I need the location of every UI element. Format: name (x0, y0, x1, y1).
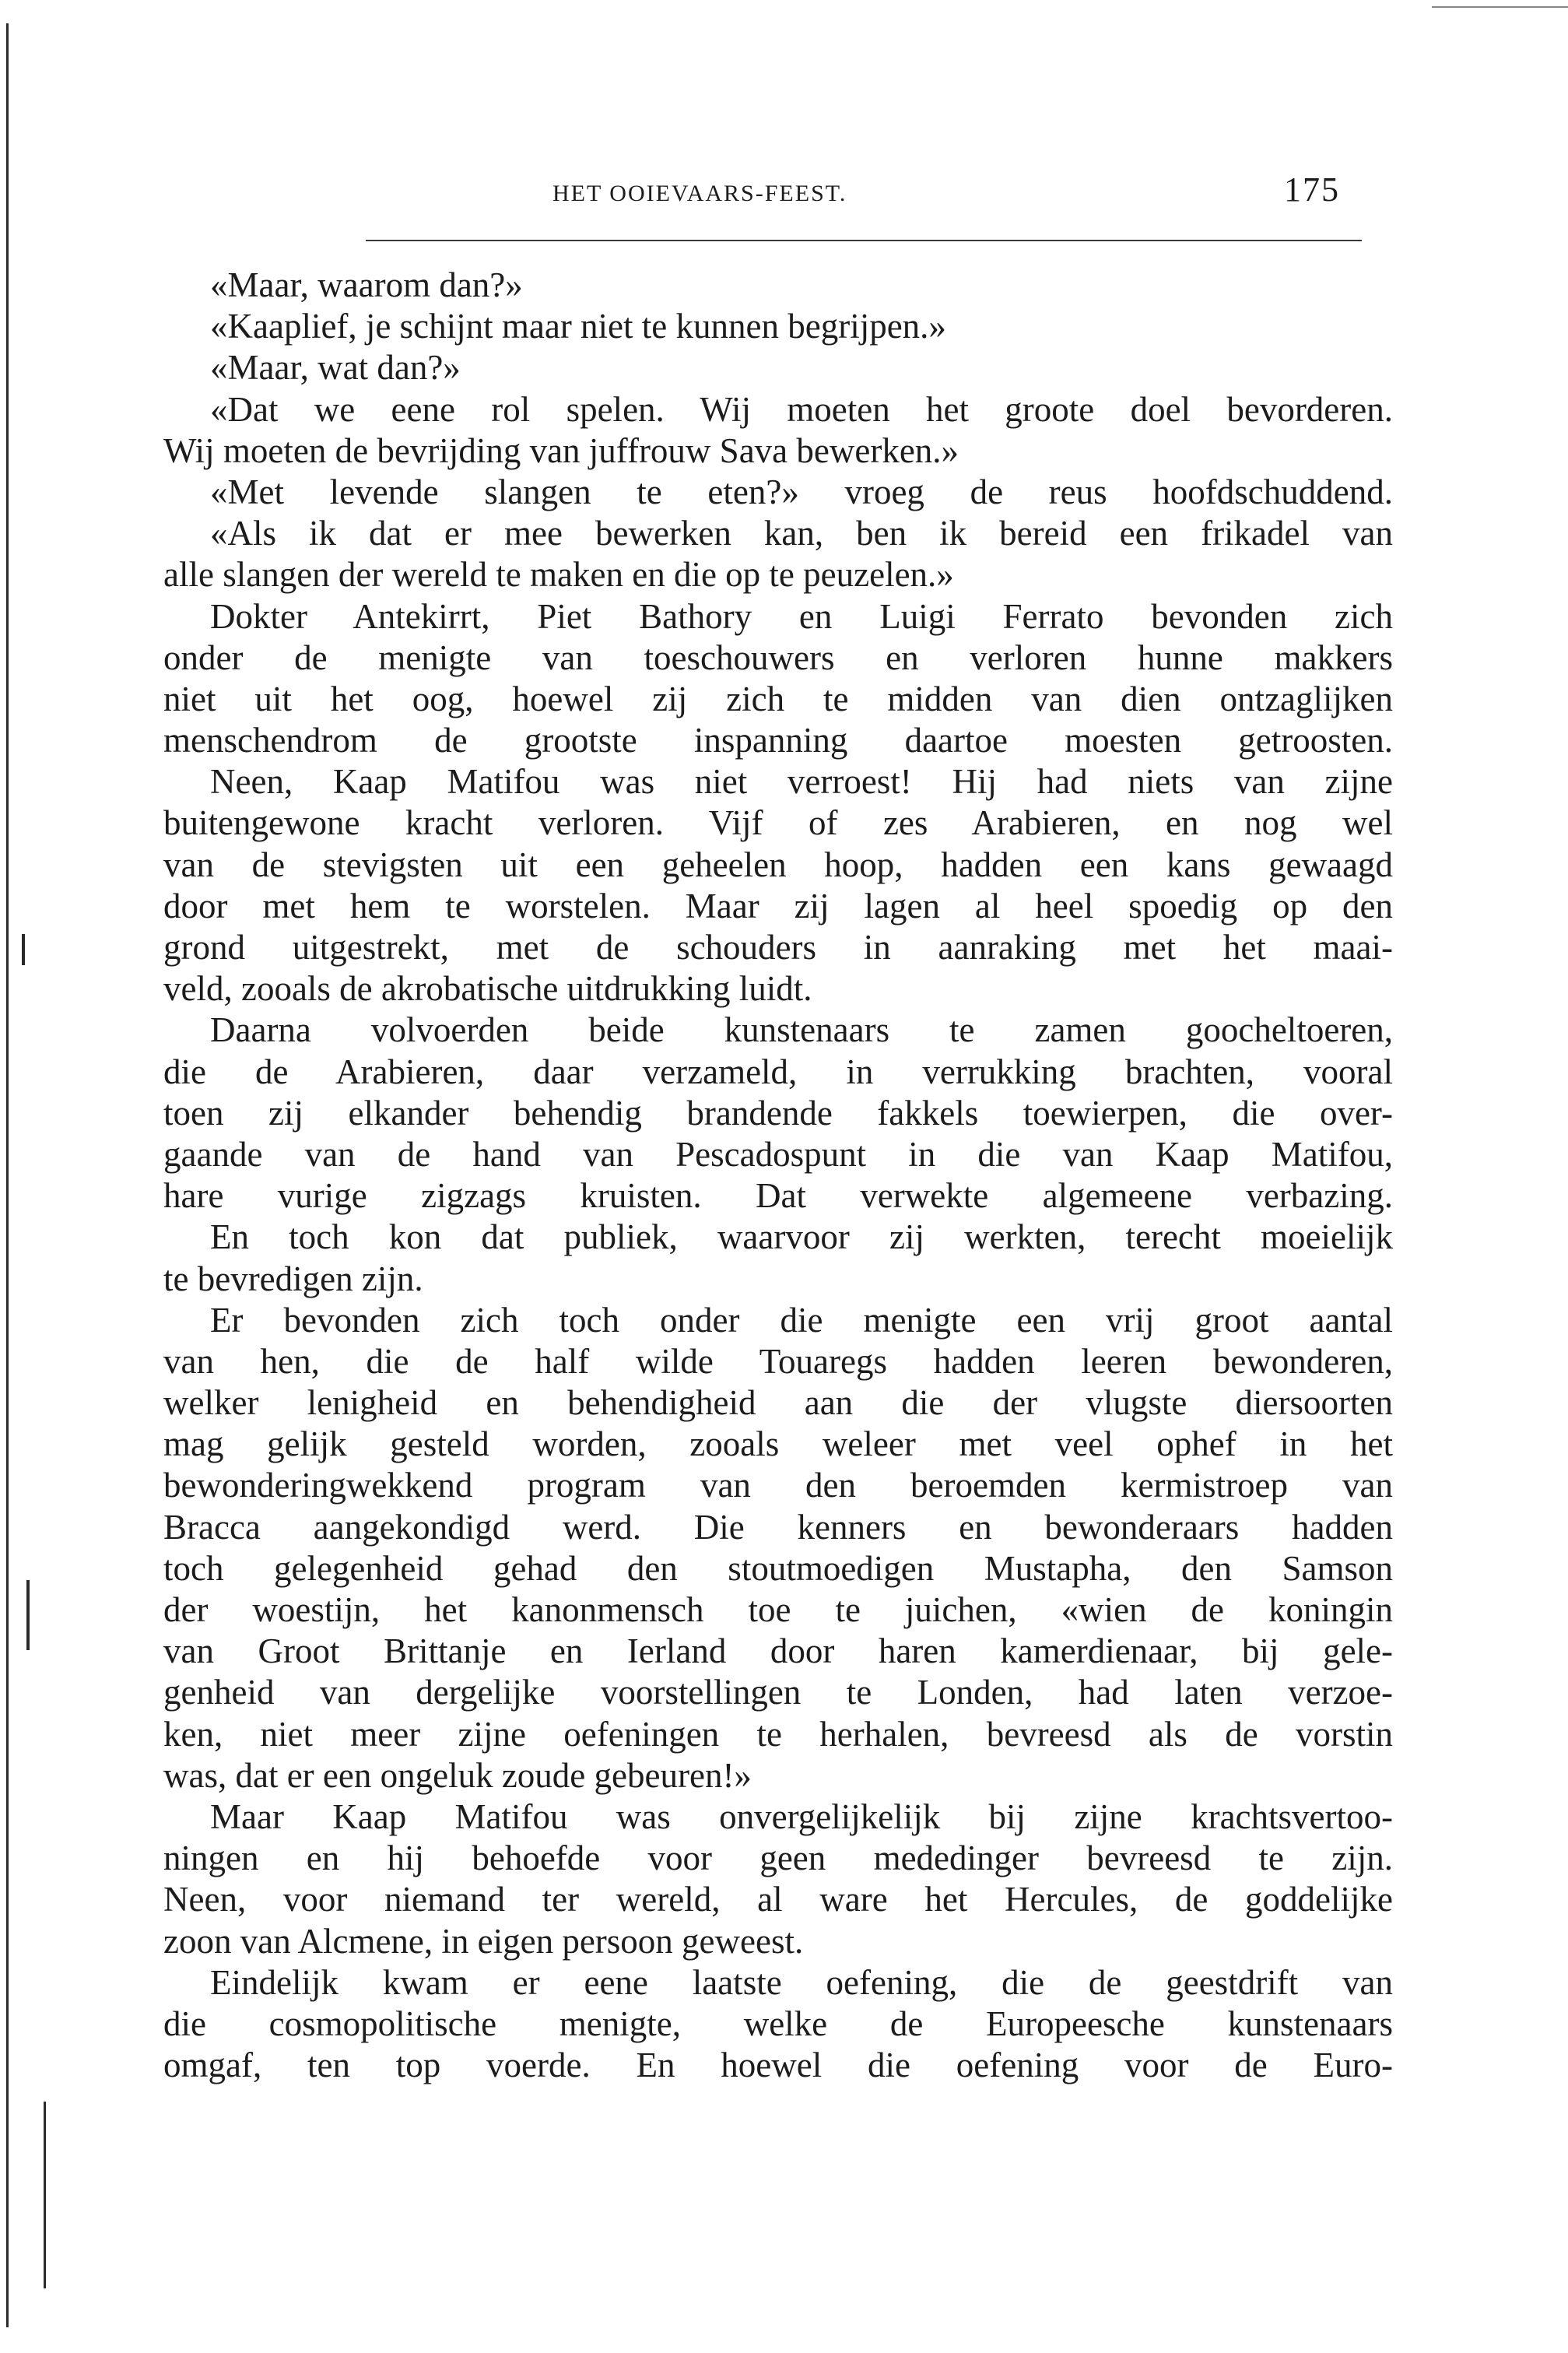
text-line: toch gelegenheid gehad den stoutmoedigen Mustapha, den Samson (163, 1548, 1393, 1588)
text-line: genheid van dergelijke voorstellingen te Londen, had laten verzoe- (163, 1673, 1393, 1712)
text-line: Maar Kaap Matifou was onvergelijkelijk bij zijne krachtsvertoo- (210, 1796, 1393, 1836)
text-line: te bevredigen zijn. (163, 1259, 423, 1298)
text-line: niet uit het oog, hoewel zij zich te midden van dien ontzaglijken (163, 679, 1393, 718)
text-line: grond uitgestrekt, met de schouders in aanraking met het maai- (163, 928, 1393, 967)
text-line: Neen, Kaap Matifou was niet verroest! Hij had niets van zijne (210, 762, 1393, 802)
page-header (210, 170, 1362, 224)
text-line: alle slangen der wereld te maken en die op te peuzelen.» (163, 555, 954, 595)
header-rule (366, 240, 1362, 241)
text-line: ningen en hij behoefde voor geen mededinger bevreesd te zijn. (163, 1839, 1393, 1878)
text-line: bewonderingwekkend program van den beroemden kermistroep van (163, 1466, 1393, 1505)
text-line: «Maar, waarom dan?» (210, 265, 523, 304)
text-line: Bracca aangekondigd werd. Die kenners en bewonderaars hadden (163, 1507, 1393, 1547)
text-line: door met hem te worstelen. Maar zij lagen al heel spoedig op den (163, 886, 1393, 925)
text-line: «Dat we eene rol spelen. Wij moeten het groote doel bevorderen. (210, 389, 1393, 429)
text-line: die de Arabieren, daar verzameld, in verrukking brachten, vooral (163, 1052, 1393, 1091)
text-line: van hen, die de half wilde Touaregs hadden leeren bewonderen, (163, 1341, 1393, 1381)
text-line: Wij moeten de bevrijding van juffrouw Sava bewerken.» (163, 430, 959, 470)
text-line: omgaf, ten top voerde. En hoewel die oefening voor de Euro- (163, 2046, 1393, 2085)
text-line: was, dat er een ongeluk zoude gebeuren!» (163, 1755, 752, 1795)
text-line: Eindelijk kwam er eene laatste oefening, die de geestdrift van (210, 1962, 1393, 2002)
text-line: buitengewone kracht verloren. Vijf of zes Arabieren, en nog wel (163, 803, 1393, 843)
text-line: der woestijn, het kanonmensch toe te juichen, «wien de koningin (163, 1590, 1393, 1629)
text-line: «Met levende slangen te eten?» vroeg de reus hoofdschuddend. (210, 472, 1393, 511)
scan-edge-mark (26, 1580, 30, 1650)
text-line: welker lenigheid en behendigheid aan die der vlugste diersoorten (163, 1383, 1393, 1423)
scan-edge-mark (22, 934, 25, 965)
text-line: ken, niet meer zijne oefeningen te herhalen, bevreesd als de vorstin (163, 1714, 1393, 1754)
body-text (163, 265, 1393, 2086)
text-line: En toch kon dat publiek, waarvoor zij werkten, terecht moeielijk (210, 1217, 1393, 1257)
scan-edge-line (6, 23, 9, 2327)
text-line: «Als ik dat er mee bewerken kan, ben ik bereid een frikadel van (210, 514, 1393, 553)
scan-edge-mark (44, 2102, 46, 2288)
text-line: «Kaaplief, je schijnt maar niet te kunnen begrijpen.» (210, 307, 946, 346)
text-line: «Maar, wat dan?» (210, 348, 461, 388)
text-line: van Groot Brittanje en Ierland door haren kamerdienaar, bij gele- (163, 1631, 1393, 1671)
text-line: menschendrom de grootste inspanning daartoe moesten getroosten. (163, 721, 1393, 760)
text-line: Daarna volvoerden beide kunstenaars te zamen goocheltoeren, (210, 1010, 1393, 1050)
text-line: veld, zooals de akrobatische uitdrukking luidt. (163, 969, 812, 1009)
text-line: die cosmopolitische menigte, welke de Europeesche kunstenaars (163, 2004, 1393, 2043)
text-line: onder de menigte van toeschouwers en verloren hunne makkers (163, 637, 1393, 677)
text-line: Dokter Antekirrt, Piet Bathory en Luigi Ferrato bevonden zich (210, 596, 1393, 636)
text-line: Neen, voor niemand ter wereld, al ware het Hercules, de goddelijke (163, 1880, 1393, 1919)
text-line: mag gelijk gesteld worden, zooals weleer met veel ophef in het (163, 1424, 1393, 1464)
text-line: van de stevigsten uit een geheelen hoop, hadden een kans gewaagd (163, 845, 1393, 884)
text-line: hare vurige zigzags kruisten. Dat verwekte algemeene verbazing. (163, 1176, 1393, 1216)
text-line: toen zij elkander behendig brandende fakkels toewierpen, die over- (163, 1093, 1393, 1133)
text-line: zoon van Alcmene, in eigen persoon geweest. (163, 1921, 804, 1961)
page-number: 175 (1284, 170, 1340, 209)
running-title: HET OOIEVAARS-FEEST. (552, 181, 847, 206)
text-line: Er bevonden zich toch onder die menigte een vrij groot aantal (210, 1300, 1393, 1340)
text-line: gaande van de hand van Pescadospunt in die van Kaap Matifou, (163, 1134, 1393, 1174)
scan-corner-line (1432, 6, 1568, 8)
